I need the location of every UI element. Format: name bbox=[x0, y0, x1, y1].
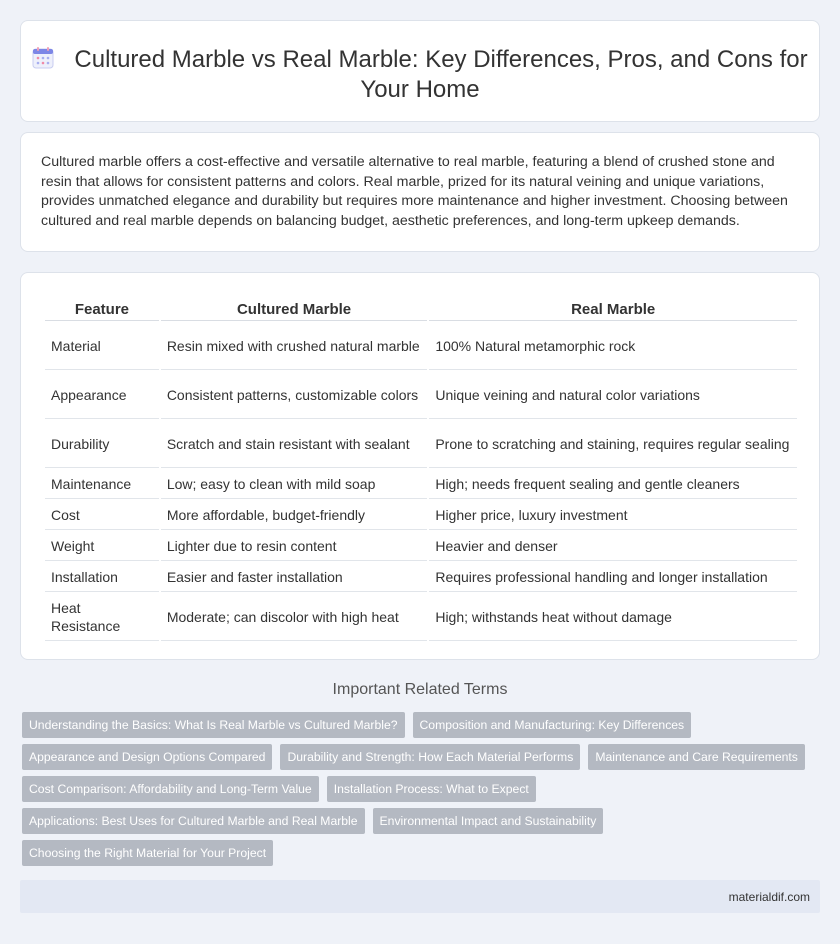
row-cultured: Lighter due to resin content bbox=[161, 532, 428, 561]
related-term-tag[interactable]: Composition and Manufacturing: Key Differences bbox=[413, 712, 692, 738]
header-real-marble: Real Marble bbox=[429, 295, 797, 321]
related-term-tag[interactable]: Understanding the Basics: What Is Real Marble vs Cultured Marble? bbox=[22, 712, 405, 738]
row-real: Unique veining and natural color variations bbox=[429, 372, 797, 419]
related-terms-list bbox=[22, 712, 812, 872]
related-term-tag[interactable]: Choosing the Right Material for Your Project bbox=[22, 840, 273, 866]
row-cultured: Resin mixed with crushed natural marble bbox=[161, 323, 428, 370]
row-feature: Cost bbox=[45, 501, 159, 530]
related-term-tag[interactable]: Cost Comparison: Affordability and Long-Term Value bbox=[22, 776, 319, 802]
comparison-table bbox=[43, 293, 799, 643]
header-feature: Feature bbox=[45, 295, 159, 321]
calendar-grid-icon bbox=[32, 47, 54, 69]
row-real: High; needs frequent sealing and gentle cleaners bbox=[429, 470, 797, 499]
table-row bbox=[45, 532, 797, 561]
row-cultured: More affordable, budget-friendly bbox=[161, 501, 428, 530]
row-feature: Material bbox=[45, 323, 159, 370]
row-real: High; withstands heat without damage bbox=[429, 594, 797, 641]
footer-bar bbox=[20, 880, 820, 913]
row-feature: Weight bbox=[45, 532, 159, 561]
row-cultured: Moderate; can discolor with high heat bbox=[161, 594, 428, 641]
row-real: Prone to scratching and staining, requires regular sealing bbox=[429, 421, 797, 468]
row-feature: Heat Resistance bbox=[45, 594, 159, 641]
intro-card bbox=[20, 132, 820, 252]
table-row bbox=[45, 372, 797, 419]
table-row bbox=[45, 563, 797, 592]
table-row bbox=[45, 323, 797, 370]
row-real: Requires professional handling and longer installation bbox=[429, 563, 797, 592]
related-term-tag[interactable]: Environmental Impact and Sustainability bbox=[373, 808, 604, 834]
title-card bbox=[20, 20, 820, 122]
table-row bbox=[45, 594, 797, 641]
table-row bbox=[45, 501, 797, 530]
row-cultured: Scratch and stain resistant with sealant bbox=[161, 421, 428, 468]
related-term-tag[interactable]: Appearance and Design Options Compared bbox=[22, 744, 272, 770]
table-header-row bbox=[45, 295, 797, 321]
table-row bbox=[45, 470, 797, 499]
row-cultured: Consistent patterns, customizable colors bbox=[161, 372, 428, 419]
related-term-tag[interactable]: Durability and Strength: How Each Material Performs bbox=[280, 744, 580, 770]
row-real: 100% Natural metamorphic rock bbox=[429, 323, 797, 370]
row-real: Higher price, luxury investment bbox=[429, 501, 797, 530]
page-title-wrap bbox=[21, 45, 819, 105]
row-feature: Maintenance bbox=[45, 470, 159, 499]
footer-site-link[interactable]: materialdif.com bbox=[728, 890, 810, 904]
header-cultured-marble: Cultured Marble bbox=[161, 295, 428, 321]
row-cultured: Low; easy to clean with mild soap bbox=[161, 470, 428, 499]
related-terms-heading: Important Related Terms bbox=[332, 681, 508, 698]
row-cultured: Easier and faster installation bbox=[161, 563, 428, 592]
related-term-tag[interactable]: Applications: Best Uses for Cultured Marble and Real Marble bbox=[22, 808, 365, 834]
table-row bbox=[45, 421, 797, 468]
row-feature: Appearance bbox=[45, 372, 159, 419]
row-feature: Durability bbox=[45, 421, 159, 468]
comparison-card bbox=[20, 272, 820, 660]
page-title: Cultured Marble vs Real Marble: Key Differences, Pros, and Cons for Your Home bbox=[74, 46, 808, 103]
related-term-tag[interactable]: Maintenance and Care Requirements bbox=[588, 744, 805, 770]
row-real: Heavier and denser bbox=[429, 532, 797, 561]
intro-paragraph: Cultured marble offers a cost-effective and versatile alternative to real marble, featuring a blend of crushed stone and resin that allows for consistent patterns and colors. Real marble, prized for its natural veining and unique variations, provides unmatched elegance and durability but requires more maintenance and higher investment. Choosing between cultured and real marble depends on balancing budget, aesthetic preferences, and long-term upkeep demands. bbox=[41, 154, 788, 229]
row-feature: Installation bbox=[45, 563, 159, 592]
related-term-tag[interactable]: Installation Process: What to Expect bbox=[327, 776, 536, 802]
